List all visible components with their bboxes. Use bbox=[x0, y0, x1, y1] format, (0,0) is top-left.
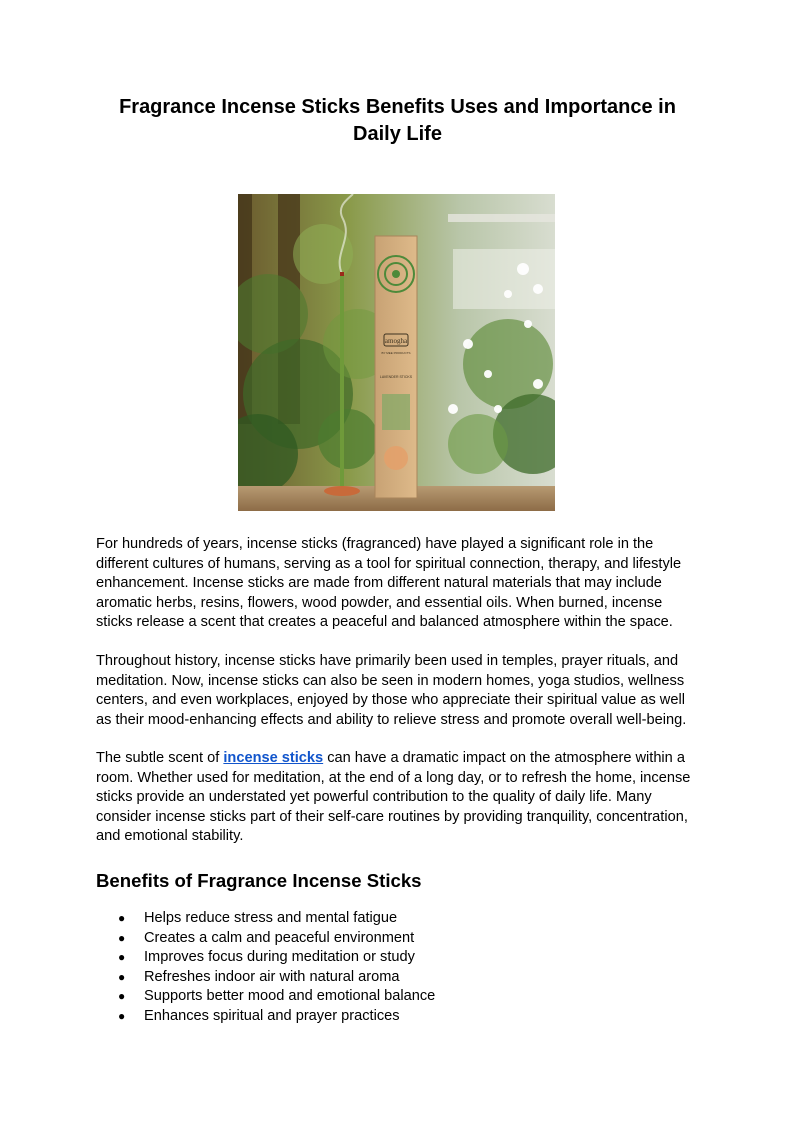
list-item-text: Creates a calm and peaceful environment bbox=[144, 929, 415, 946]
list-item-text: Enhances spiritual and prayer practices bbox=[144, 1007, 400, 1024]
package-brand-text: amogha bbox=[384, 337, 408, 345]
scent-impact-paragraph bbox=[96, 749, 699, 847]
list-item-text: Refreshes indoor air with natural aroma bbox=[144, 968, 400, 985]
bullet-icon: ● bbox=[118, 911, 126, 925]
list-item bbox=[96, 909, 699, 929]
list-item bbox=[96, 929, 699, 949]
intro-paragraph: For hundreds of years, incense sticks (fragranced) have played a significant role in the different cultures of humans, serving as a tool for spiritual connection, therapy, and lifestyle enhancement. Incense sticks are made from different natural materials that may include aromatic herbs, resins, flowers, wood powder, and essential oils. When burned, incense sticks release a scent that creates a peaceful and balanced atmosphere within the space. bbox=[96, 536, 682, 630]
list-item bbox=[96, 1007, 699, 1027]
list-item-text: Improves focus during meditation or study bbox=[144, 949, 415, 965]
bullet-icon: ● bbox=[118, 969, 126, 984]
list-item-text: Helps reduce stress and mental fatigue bbox=[144, 910, 398, 926]
bullet-icon: ● bbox=[118, 930, 126, 945]
list-item bbox=[96, 948, 699, 968]
package-variant-text: LAVENDER STICKS bbox=[379, 375, 413, 379]
scent-paragraph-lead: The subtle scent of bbox=[96, 750, 224, 766]
list-item-text: Supports better mood and emotional balance bbox=[144, 988, 436, 1004]
scent-paragraph-rest: can have a dramatic impact on the atmosphere within a room. Whether used for meditation, at the end of a long day, or to refresh the home, incense sticks provide an understated yet powerful contribution to the quality of daily life. Many consider incense sticks part of their self-care routines by providing tranquility, concentration, and emotional stability. bbox=[96, 750, 691, 844]
bullet-icon: ● bbox=[118, 950, 126, 964]
incense-sticks-link[interactable]: incense sticks bbox=[223, 750, 324, 766]
bullet-icon: ● bbox=[118, 989, 126, 1003]
document-title: Fragrance Incense Sticks Benefits Uses and Importance in Daily Life bbox=[119, 96, 676, 145]
list-item bbox=[96, 968, 699, 988]
list-item bbox=[96, 987, 699, 1007]
incense-product-photo bbox=[238, 194, 555, 511]
benefits-heading: Benefits of Fragrance Incense Sticks bbox=[96, 870, 422, 891]
bullet-icon: ● bbox=[118, 1008, 126, 1023]
package-tagline-text: BY MEE PRODUCTS bbox=[381, 351, 411, 355]
history-paragraph: Throughout history, incense sticks have primarily been used in temples, prayer rituals, and meditation. Now, incense sticks can also be seen in modern homes, yoga studios, wellness centers, and even workplaces, enjoyed by those who appreciate their spiritual value as well as their mood-enhancing effects and ability to relieve stress and promote overall well-being. bbox=[96, 653, 687, 728]
benefits-list bbox=[96, 909, 699, 1026]
